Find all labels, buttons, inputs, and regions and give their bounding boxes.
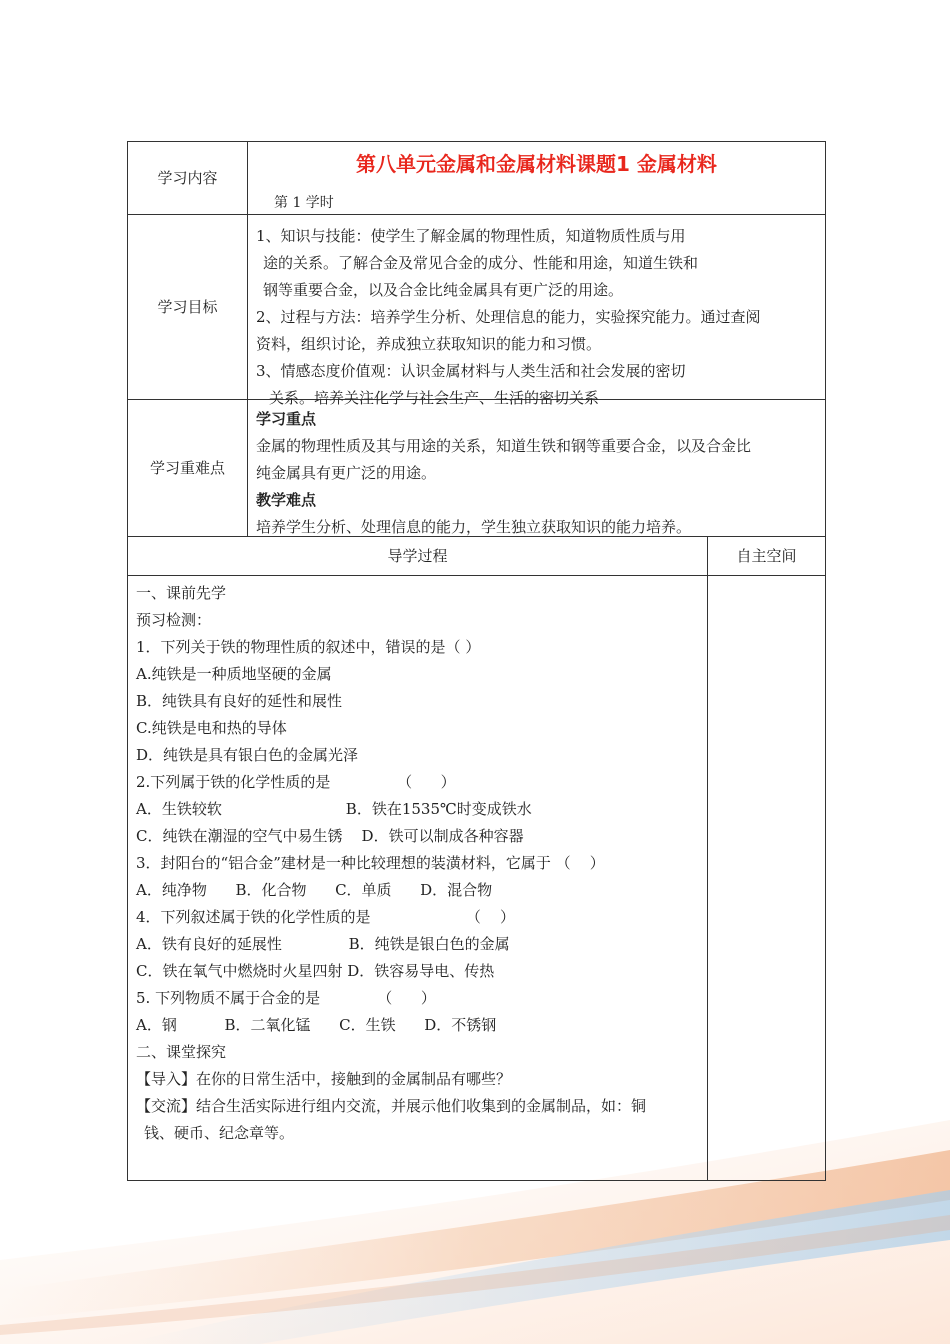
focus-text: 金属的物理性质及其与用途的关系，知道生铁和钢等重要合金，以及合金比 [256,437,752,455]
row-section-headers [128,537,826,576]
label-goals: 学习目标 [128,215,248,400]
option: A．生铁较软 B．铁在1535℃时变成铁水 [136,800,532,818]
difficulty-text: 培养学生分析、处理信息的能力，学生独立获取知识的能力培养。 [256,518,692,536]
row-content [128,142,826,215]
row-process [128,576,826,1181]
exchange-text: 钱、硬币、纪念章等。 [144,1124,295,1142]
option: A．铁有良好的延展性 B．纯铁是银白色的金属 [136,935,510,953]
goal-line: 途的关系。了解合金及常见合金的成分、性能和用途，知道生铁和 [263,254,699,272]
label-keypoints: 学习重难点 [128,400,248,537]
space-header: 自主空间 [708,537,826,576]
option: B．纯铁具有良好的延性和展性 [136,692,343,710]
option: D．纯铁是具有银白色的金属光泽 [136,746,359,764]
keypoints-cell [248,400,826,537]
exchange-text: 【交流】结合生活实际进行组内交流，并展示他们收集到的金属制品，如：铜 [136,1097,647,1115]
option: A.纯铁是一种质地坚硬的金属 [136,665,332,683]
question: 5. 下列物质不属于合金的是 （ ） [136,989,436,1007]
lesson-plan-table [127,141,826,1181]
page-title: 第八单元金属和金属材料课题1 金属材料 [356,152,717,176]
focus-heading: 学习重点 [256,410,317,428]
goal-line: 关系。培养关注化学与社会生产、生活的密切关系 [269,389,600,407]
option: A．纯净物 B．化合物 C．单质 D．混合物 [136,881,493,899]
row-keypoints [128,400,826,537]
option: C.纯铁是电和热的导体 [136,719,287,737]
title-cell [248,142,826,215]
question: 4．下列叙述属于铁的化学性质的是 （ ） [136,908,515,926]
goals-cell [248,215,826,407]
list-item: 预习检测： [136,611,212,629]
goal-line: 2、过程与方法：培养学生分析、处理信息的能力，实验探究能力。通过查阅 [256,308,761,326]
label-content: 学习内容 [128,142,248,215]
section-heading: 二、课堂探究 [136,1043,227,1061]
goal-line: 3、情感态度价值观：认识金属材料与人类生活和社会发展的密切 [256,362,686,380]
process-header: 导学过程 [128,537,708,576]
question: 1．下列关于铁的物理性质的叙述中，错误的是（ ） [136,638,481,656]
option: C．纯铁在潮湿的空气中易生锈 D．铁可以制成各种容器 [136,827,524,845]
process-cell [128,576,708,1181]
focus-text: 纯金属具有更广泛的用途。 [256,464,437,482]
difficulty-heading: 教学难点 [256,491,317,509]
period-text: 第 1 学时 [274,195,334,211]
option: A．钢 B．二氧化锰 C．生铁 D．不锈钢 [136,1016,497,1034]
section-heading: 一、课前先学 [136,584,227,602]
question: 3．封阳台的“铝合金”建材是一种比较理想的装潢材料，它属于 （ ） [136,854,605,872]
question: 2.下列属于铁的化学性质的是 （ ） [136,773,456,791]
intro-text: 【导入】在你的日常生活中，接触到的金属制品有哪些？ [136,1070,512,1088]
row-goals [128,215,826,400]
self-study-space-cell [708,576,826,1181]
goal-line: 钢等重要合金，以及合金比纯金属具有更广泛的用途。 [263,281,624,299]
goal-line: 资料，组织讨论，养成独立获取知识的能力和习惯。 [256,335,602,353]
goal-line: 1、知识与技能：使学生了解金属的物理性质，知道物质性质与用 [256,227,686,245]
option: C．铁在氧气中燃烧时火星四射 D．铁容易导电、传热 [136,962,495,980]
